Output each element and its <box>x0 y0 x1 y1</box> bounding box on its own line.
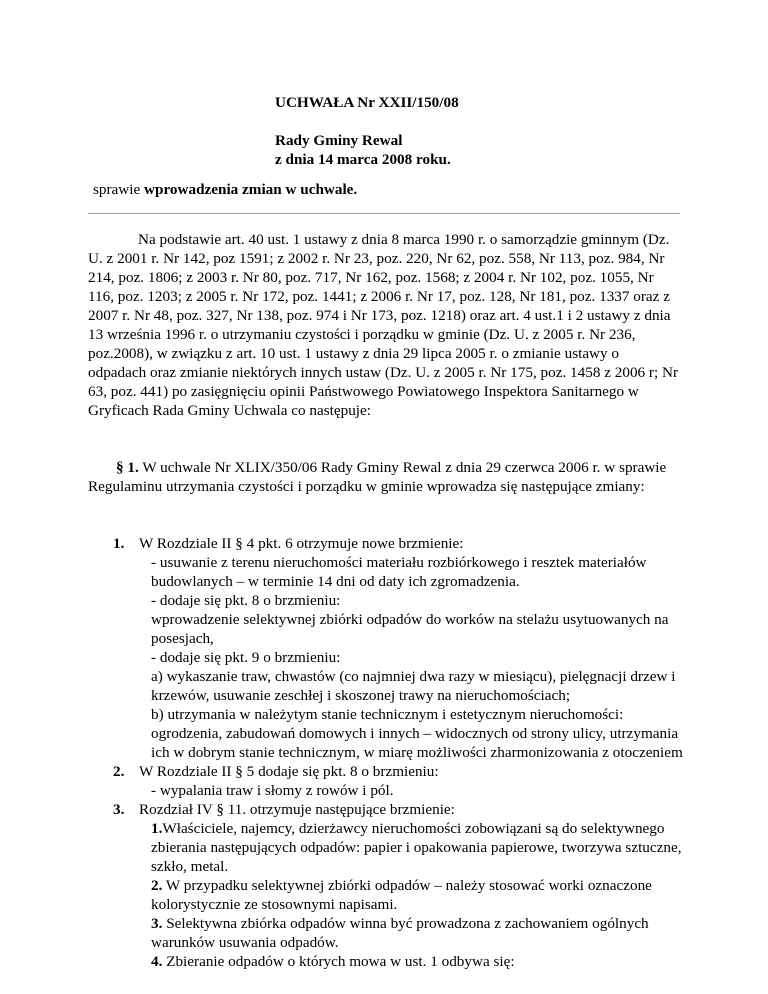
item-line: b) utrzymania w należytym stanie technicznym i estetycznym nieruchomości: ogrodzenia, zabudowań domowych i innych – widocznych od strony ulicy, utrzymania ich w dobrym stanie technicznym, w miarę możliwości zharmonizowania z otoczeniem <box>151 706 683 761</box>
subpoint-number: 2. <box>151 877 163 894</box>
item-line: Rozdział IV § 11. otrzymuje następujące brzmienie: <box>139 801 455 818</box>
subpoint <box>139 876 688 914</box>
item-line: wprowadzenie selektywnej zbiórki odpadów do worków na stelażu usytuowanych na posesjach, <box>151 611 669 647</box>
subpoint <box>139 914 688 952</box>
subpoint-number: 3. <box>151 915 163 932</box>
item-number: 2. <box>113 763 125 780</box>
resolution-header <box>275 93 459 169</box>
item-line: a) wykaszanie traw, chwastów (co najmniej dwa razy w miesiącu), pielęgnacji drzew i krzewów, usuwanie zeschłej i skoszonej trawy na nieruchomościach; <box>151 668 676 704</box>
resolution-subject <box>93 180 357 199</box>
item-line: - dodaje się pkt. 9 o brzmieniu: <box>151 649 341 666</box>
list-item <box>88 762 688 800</box>
subpoint-number: 1. <box>151 820 163 837</box>
section-1-paragraph <box>88 458 680 496</box>
amendments-list <box>88 534 688 971</box>
subpoint-text: Zbieranie odpadów o których mowa w ust. 1 odbywa się: <box>162 953 515 970</box>
item-line: W Rozdziale II § 4 pkt. 6 otrzymuje nowe brzmienie: <box>139 535 464 552</box>
section-1-label: § 1. <box>116 459 139 476</box>
item-line: - usuwanie z terenu nieruchomości materiału rozbiórkowego i resztek materiałów budowlanych – w terminie 14 dni od daty ich zgromadzenia. <box>151 554 647 590</box>
horizontal-divider <box>88 213 680 214</box>
item-line: - dodaje się pkt. 8 o brzmieniu: <box>151 592 341 609</box>
subpoint-number: 4. <box>151 953 163 970</box>
resolution-title: UCHWAŁA Nr XXII/150/08 <box>275 94 459 111</box>
subpoint-text: W przypadku selektywnej zbiórki odpadów – należy stosować worki oznaczone kolorystycznie ze stosownymi napisami. <box>151 877 652 913</box>
subpoint-text: Selektywna zbiórka odpadów winna być prowadzona z zachowaniem ogólnych warunków usuwania odpadów. <box>151 915 649 951</box>
subpoint <box>139 952 688 971</box>
subject-bold: wprowadzenia zmian w uchwale. <box>144 181 358 198</box>
subject-prefix: sprawie <box>93 181 141 198</box>
item-line: - wypalania traw i słomy z rowów i pól. <box>151 782 394 799</box>
resolution-issuer: Rady Gminy Rewal <box>275 132 403 149</box>
section-1-text: W uchwale Nr XLIX/350/06 Rady Gminy Rewal z dnia 29 czerwca 2006 r. w sprawie Regulaminu utrzymania czystości i porządku w gminie wprowadza się następujące zmiany: <box>88 459 667 495</box>
item-number: 1. <box>113 535 125 552</box>
subpoint-text: Właściciele, najemcy, dzierżawcy nieruchomości zobowiązani są do selektywnego zbierania następujących odpadów: papier i opakowania papierowe, tworzywa sztuczne, szkło, metal. <box>151 820 682 875</box>
list-item <box>88 534 688 762</box>
item-number: 3. <box>113 801 125 818</box>
item-line: W Rozdziale II § 5 dodaje się pkt. 8 o brzmieniu: <box>139 763 439 780</box>
subpoint <box>139 819 688 876</box>
list-item <box>88 800 688 971</box>
resolution-date: z dnia 14 marca 2008 roku. <box>275 151 451 168</box>
legal-basis-paragraph: Na podstawie art. 40 ust. 1 ustawy z dnia 8 marca 1990 r. o samorządzie gminnym (Dz. U. z 2001 r. Nr 142, poz 1591; z 2002 r. Nr 23, poz. 220, Nr 62, poz. 558, Nr 113, poz. 984, Nr 214, poz. 1806; z 2003 r. Nr 80, poz. 717, Nr 162, poz. 1568; z 2004 r. Nr 102, poz. 1055, Nr 116, poz. 1203; z 2005 r. Nr 172, poz. 1441; z 2006 r. Nr 17, poz. 128, Nr 181, poz. 1337 oraz z 2007 r. Nr 48, poz. 327, Nr 138, poz. 974 i Nr 173, poz. 1218) oraz art. 4 ust.1 i 2 ustawy z dnia 13 września 1996 r. o utrzymaniu czystości i porządku w gminie (Dz. U. z 2005 r. Nr 236, poz.2008), w związku z art. 10 ust. 1 ustawy z dnia 29 lipca 2005 r. o zmianie ustawy o odpadach oraz zmianie niektórych innych ustaw (Dz. U. z 2005 r. Nr 175, poz. 1458 z 2006 r; Nr 63, poz. 441) po zasięgnięciu opinii Państwowego Powiatowego Inspektora Sanitarnego w Gryficach Rada Gminy Uchwala co następuje: <box>88 231 679 419</box>
